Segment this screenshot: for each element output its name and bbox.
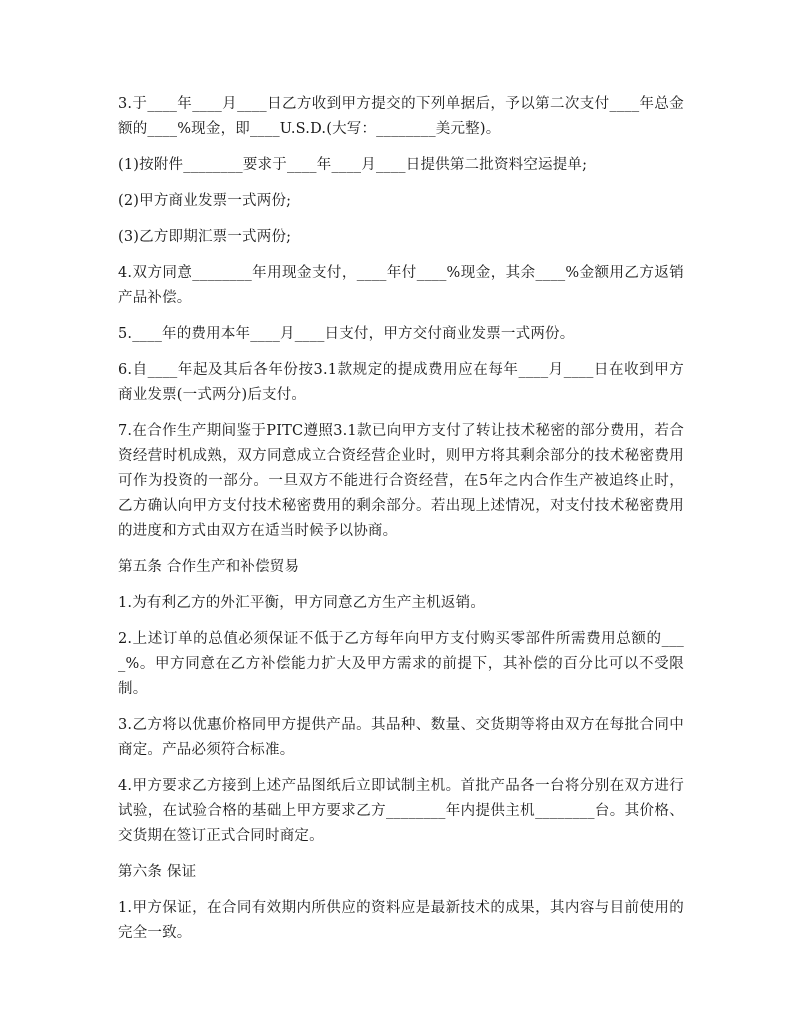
item-3-sight-draft: (3)乙方即期汇票一式两份; <box>118 229 292 245</box>
article-6-clause-1: 1.甲方保证，在合同有效期内所供应的资料应是最新技术的成果，其内容与目前使用的完全一致。 <box>118 900 684 941</box>
section-heading-article-5: 第五条 合作生产和补偿贸易 <box>118 559 300 575</box>
article-5-clause-3: 3.乙方将以优惠价格同甲方提供产品。其品种、数量、交货期等将由双方在每批合同中商定。产品必须符合标准。 <box>118 717 684 758</box>
item-1-airway-bill: (1)按附件________要求于____年____月____日提供第二批资料空运提单; <box>118 157 588 173</box>
item-2-commercial-invoice: (2)甲方商业发票一式两份; <box>118 193 292 209</box>
clause-4-cash-payment: 4.双方同意________年用现金支付，____年付____%现金，其余____%金额用乙方返销产品补偿。 <box>118 265 684 306</box>
clause-7-cooperation: 7.在合作生产期间鉴于PITC遵照3.1款已向甲方支付了转让技术秘密的部分费用，若合资经营时机成熟，双方同意成立合资经营企业时，则甲方将其剩余部分的技术秘密费用可作为投资的一部分。一旦双方不能进行合资经营，在5年之内合作生产被追终止时，乙方确认向甲方支付技术秘密费用的剩余部分。若出现上述情况，对支付技术秘密费用的进度和方式由双方在适当时候予以协商。 <box>118 423 684 539</box>
section-heading-article-6: 第六条 保证 <box>118 864 197 880</box>
clause-6-royalty-payment: 6.自____年起及其后各年份按3.1款规定的提成费用应在每年____月____日在收到甲方商业发票(一式两分)后支付。 <box>118 362 684 403</box>
clause-5-fee-payment: 5.____年的费用本年____月____日支付，甲方交付商业发票一式两份。 <box>118 326 575 342</box>
document-body <box>118 92 684 957</box>
article-5-clause-1: 1.为有利乙方的外汇平衡，甲方同意乙方生产主机返销。 <box>118 595 486 611</box>
clause-3-second-payment: 3.于____年____月____日乙方收到甲方提交的下列单据后，予以第二次支付____年总金额的____%现金，即____U.S.D.(大写：________美元整)。 <box>118 96 684 137</box>
article-5-clause-4: 4.甲方要求乙方接到上述产品图纸后立即试制主机。首批产品各一台将分别在双方进行试验，在试验合格的基础上甲方要求乙方________年内提供主机________台。其价格、交货期在签订正式合同时商定。 <box>118 778 684 844</box>
article-5-clause-2: 2.上述订单的总值必须保证不低于乙方每年向甲方支付购买零部件所需费用总额的____%。甲方同意在乙方补偿能力扩大及甲方需求的前提下，其补偿的百分比可以不受限制。 <box>118 631 684 697</box>
